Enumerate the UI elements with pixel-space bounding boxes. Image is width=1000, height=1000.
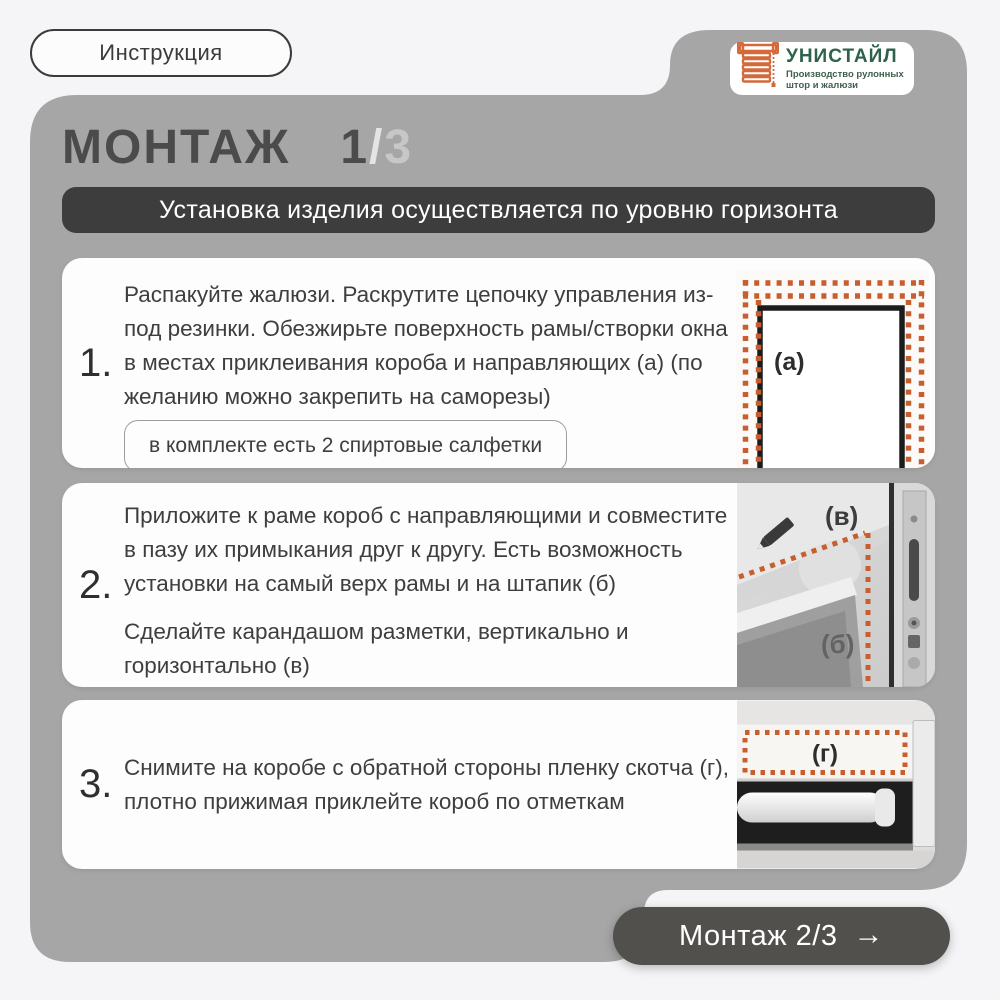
- page-counter: [340, 120, 413, 175]
- step-illustration-frame-marking: [737, 483, 935, 687]
- step-text: Снимите на коробе с обратной стороны пленку скотча (г), плотно прижимая приклейте короб по отметкам: [124, 754, 729, 814]
- brand-name: УНИСТАЙЛ: [786, 45, 898, 67]
- step2-label-v: (в): [825, 501, 859, 531]
- brand-tagline-line2: штор и жалюзи: [786, 79, 859, 91]
- level-banner: [62, 187, 935, 233]
- step3-label-g: (г): [812, 740, 838, 768]
- brand-tagline-line1: Производство рулонных: [786, 68, 904, 80]
- step2-label-b: (б): [821, 629, 855, 659]
- page-title: [62, 120, 413, 175]
- page-counter-total: 3: [384, 121, 414, 174]
- page-counter-current: 1: [340, 121, 370, 174]
- instruction-badge-label: Инструкция: [99, 40, 223, 65]
- step-illustration-cassette-tape: [737, 700, 935, 869]
- page-title-text: МОНТАЖ: [62, 121, 291, 174]
- step-number: 2.: [79, 562, 113, 607]
- step-text-1: Приложите к раме короб с направляющими и совместите в пазу их примыкания друг к другу. Есть возможность установки на самый верх рамы и на штапик (б): [124, 503, 728, 596]
- blinds-icon: [737, 42, 779, 95]
- step-number: 3.: [79, 762, 113, 806]
- step-note-pill: в комплекте есть 2 спиртовые салфетки: [124, 420, 567, 468]
- step-text: Распакуйте жалюзи. Раскрутите цепочку управления из-под резинки. Обезжирьте поверхность рамы/створки окна в местах приклеивания короба и направляющих (а) (по желанию можно закрепить на саморезы): [124, 282, 728, 409]
- next-page-button-label: Монтаж 2/3: [679, 919, 838, 952]
- page-counter-separator: /: [369, 121, 385, 174]
- next-page-button[interactable]: [613, 907, 950, 965]
- arrow-right-icon: →: [853, 917, 884, 951]
- step-illustration-window-frame: [730, 258, 935, 468]
- step-number: 1.: [79, 340, 113, 385]
- level-banner-text: Установка изделия осуществляется по уровню горизонта: [159, 195, 838, 224]
- step-card-3: [62, 700, 935, 869]
- step-card-1: [62, 258, 935, 468]
- brand-logo: [730, 42, 914, 95]
- step1-label-a: (а): [774, 348, 805, 376]
- instruction-badge[interactable]: [30, 29, 292, 77]
- step-card-2: [62, 483, 935, 687]
- step-text-2: Сделайте карандашом разметки, вертикально и горизонтально (в): [124, 619, 629, 678]
